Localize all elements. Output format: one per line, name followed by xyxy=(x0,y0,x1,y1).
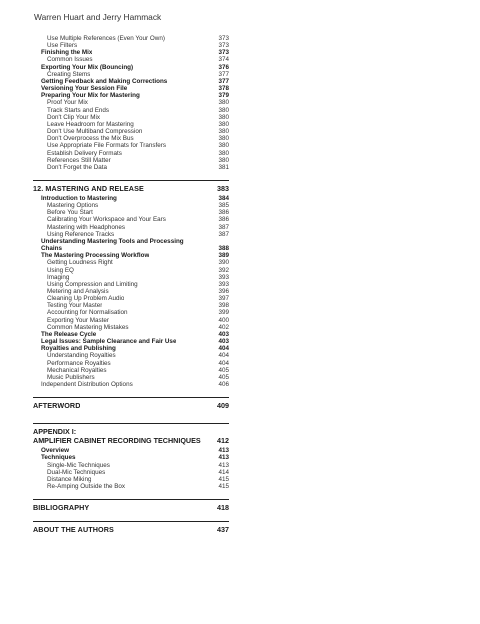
toc-entry[interactable] xyxy=(33,42,229,49)
toc-entry-title: Chains xyxy=(41,245,62,253)
toc-entry-page: 389 xyxy=(218,252,229,260)
toc-entry[interactable] xyxy=(33,202,229,209)
toc-entry-page: 380 xyxy=(218,99,229,107)
toc-entry[interactable] xyxy=(33,381,229,388)
chapter-title: 12. MASTERING AND RELEASE xyxy=(33,183,144,193)
toc-entry[interactable] xyxy=(33,245,229,252)
toc-entry-page: 387 xyxy=(218,223,229,231)
toc-entry-title: Before You Start xyxy=(47,209,93,217)
toc-entry[interactable] xyxy=(33,374,229,381)
toc-entry[interactable] xyxy=(33,267,229,274)
toc-entry[interactable] xyxy=(33,49,229,56)
toc-entry-page: 377 xyxy=(218,70,229,78)
toc-entry-title: Common Mastering Mistakes xyxy=(47,323,129,331)
toc-entry[interactable] xyxy=(33,224,229,231)
toc-entry-page: 378 xyxy=(218,85,229,93)
toc-entry-page: 403 xyxy=(218,338,229,346)
toc-entry-page: 413 xyxy=(218,454,229,462)
toc-entry-title: Techniques xyxy=(41,454,76,462)
toc-entry-page: 380 xyxy=(218,120,229,128)
toc-entry-title: Music Publishers xyxy=(47,373,95,381)
toc-entry-page: 380 xyxy=(218,142,229,150)
toc-entry-title: Don't Forget the Data xyxy=(47,163,108,171)
toc-entry-title: Performance Royalties xyxy=(47,359,111,367)
toc-entry-title: References Still Matter xyxy=(47,156,111,164)
toc-entry-title: Introduction to Mastering xyxy=(41,194,117,202)
toc-entry[interactable] xyxy=(33,216,229,223)
toc-entry-page: 380 xyxy=(218,156,229,164)
toc-entry-page: 374 xyxy=(218,56,229,64)
bibliography-page: 418 xyxy=(217,503,229,513)
toc-entry[interactable] xyxy=(33,302,229,309)
toc-entry[interactable] xyxy=(33,309,229,316)
toc-entry[interactable] xyxy=(33,114,229,121)
toc-entry-title: Re-Amping Outside the Box xyxy=(47,482,126,490)
toc-entry[interactable] xyxy=(33,259,229,266)
toc-entry-page: 415 xyxy=(218,482,229,490)
toc-entry-page: 373 xyxy=(218,35,229,42)
toc-entry-page: 393 xyxy=(218,280,229,288)
toc-entry[interactable] xyxy=(33,92,229,99)
appendix-list xyxy=(33,447,229,490)
toc-entry[interactable] xyxy=(33,274,229,281)
toc-entry-title: Don't Overprocess the Mix Bus xyxy=(47,135,134,143)
toc-entry-page: 390 xyxy=(218,259,229,267)
toc-entry-page: 414 xyxy=(218,468,229,476)
toc-entry-title: Proof Your Mix xyxy=(47,99,88,107)
toc-entry-page: 381 xyxy=(218,163,229,171)
toc-entry-page: 405 xyxy=(218,373,229,381)
toc-entry-title: Understanding Mastering Tools and Processing xyxy=(41,237,184,245)
chapter-12-heading[interactable] xyxy=(33,180,229,193)
toc-entry-page: 387 xyxy=(218,230,229,238)
toc-entry-page: 406 xyxy=(218,381,229,389)
toc-entry-title: Establish Delivery Formats xyxy=(47,149,122,157)
toc-entry[interactable] xyxy=(33,331,229,338)
toc-entry-page: 388 xyxy=(218,245,229,253)
toc-entry-title: Getting Loudness Right xyxy=(47,259,113,267)
toc-entry-title: Accounting for Normalisation xyxy=(47,309,128,317)
toc-entry-title: Versioning Your Session File xyxy=(41,85,128,93)
toc-entry-page: 373 xyxy=(218,49,229,57)
toc-entry[interactable] xyxy=(33,281,229,288)
toc-entry-title: Use Appropriate File Formats for Transfers xyxy=(47,142,166,150)
toc-entry-title: Use Filters xyxy=(47,42,78,50)
toc-entry-page: 404 xyxy=(218,359,229,367)
toc-entry[interactable] xyxy=(33,85,229,92)
afterword-page: 409 xyxy=(217,401,229,411)
toc-entry[interactable] xyxy=(33,447,229,454)
toc-entry-title: Imaging xyxy=(47,273,70,281)
toc-entry[interactable] xyxy=(33,317,229,324)
toc-entry[interactable] xyxy=(33,231,229,238)
toc-entry-page: 403 xyxy=(218,330,229,338)
toc-entry[interactable] xyxy=(33,288,229,295)
toc-entry-page: 386 xyxy=(218,216,229,224)
running-head: Warren Huart and Jerry Hammack xyxy=(34,12,162,22)
toc-entry-title: Legal Issues: Sample Clearance and Fair Use xyxy=(41,338,177,346)
toc-entry[interactable] xyxy=(33,252,229,259)
toc-entry[interactable] xyxy=(33,56,229,63)
appendix-page: 412 xyxy=(217,436,229,446)
toc-entry-page: 402 xyxy=(218,323,229,331)
toc-entry[interactable] xyxy=(33,164,229,171)
toc-top-list xyxy=(33,35,229,171)
toc-entry-page: 415 xyxy=(218,475,229,483)
toc-entry[interactable] xyxy=(33,367,229,374)
toc-entry-title: Calibrating Your Workspace and Your Ears xyxy=(47,216,166,224)
toc-entry-title: Metering and Analysis xyxy=(47,288,109,295)
toc-entry-page: 385 xyxy=(218,202,229,210)
toc-entry-page: 379 xyxy=(218,92,229,100)
toc-entry[interactable] xyxy=(33,121,229,128)
toc-entry[interactable] xyxy=(33,469,229,476)
toc-entry-page: 393 xyxy=(218,273,229,281)
toc-entry-title: Exporting Your Mix (Bouncing) xyxy=(41,63,134,71)
toc-entry[interactable] xyxy=(33,360,229,367)
toc-entry[interactable] xyxy=(33,338,229,345)
toc-entry-title: Independent Distribution Options xyxy=(41,381,133,389)
toc-entry-title: Creating Stems xyxy=(47,70,91,78)
toc-entry[interactable] xyxy=(33,195,229,202)
toc-entry-page: 398 xyxy=(218,302,229,310)
toc-entry-page: 413 xyxy=(218,447,229,455)
toc-entry[interactable] xyxy=(33,35,229,42)
toc-entry-title: Don't Use Multiband Compression xyxy=(47,128,143,136)
toc-entry-page: 404 xyxy=(218,352,229,360)
toc-entry-page: 376 xyxy=(218,63,229,71)
toc-entry-page: 380 xyxy=(218,113,229,121)
appendix-label: APPENDIX I: xyxy=(33,427,77,437)
toc-entry[interactable] xyxy=(33,454,229,461)
toc-entry[interactable] xyxy=(33,295,229,302)
toc-entry-title: The Mastering Processing Workflow xyxy=(41,252,150,260)
toc-entry[interactable] xyxy=(33,462,229,469)
toc-entry[interactable] xyxy=(33,135,229,142)
toc-entry-page: 380 xyxy=(218,149,229,157)
toc-entry-title: Track Starts and Ends xyxy=(47,106,110,114)
toc-entry-title: Using Compression and Limiting xyxy=(47,280,138,288)
toc-entry-page: 413 xyxy=(218,461,229,469)
toc-entry-title: Distance Miking xyxy=(47,475,92,483)
toc-entry[interactable] xyxy=(33,483,229,490)
toc-entry[interactable] xyxy=(33,150,229,157)
toc-entry-page: 380 xyxy=(218,106,229,114)
toc-entry-page: 377 xyxy=(218,77,229,85)
toc-entry[interactable] xyxy=(33,78,229,85)
toc-entry-title: Dual-Mic Techniques xyxy=(47,468,106,476)
chapter-12-list xyxy=(33,195,229,388)
bibliography-title: BIBLIOGRAPHY xyxy=(33,503,90,513)
toc-entry-title: Mastering Options xyxy=(47,202,99,210)
toc-entry-title: Single-Mic Techniques xyxy=(47,461,110,469)
chapter-page: 383 xyxy=(217,183,229,193)
toc-entry[interactable] xyxy=(33,352,229,359)
toc-entry[interactable] xyxy=(33,157,229,164)
toc-entry-title: Using EQ xyxy=(47,266,74,274)
toc-entry[interactable] xyxy=(33,128,229,135)
toc-entry-title: Exporting Your Master xyxy=(47,316,109,324)
toc-entry-title: Getting Feedback and Making Corrections xyxy=(41,77,168,85)
toc-entry-title: Cleaning Up Problem Audio xyxy=(47,295,125,303)
toc-entry-page: 397 xyxy=(218,295,229,303)
toc-entry[interactable] xyxy=(33,209,229,216)
toc-entry-page: 380 xyxy=(218,135,229,143)
toc-entry-title: Don't Clip Your Mix xyxy=(47,113,101,121)
toc-entry[interactable] xyxy=(33,99,229,106)
toc-entry-page: 399 xyxy=(218,309,229,317)
toc-entry-title: Preparing Your Mix for Mastering xyxy=(41,92,140,100)
toc-entry[interactable] xyxy=(33,71,229,78)
toc-entry-page: 384 xyxy=(218,194,229,202)
toc-entry-page: 400 xyxy=(218,316,229,324)
toc-entry-title: Finishing the Mix xyxy=(41,49,93,57)
table-of-contents xyxy=(33,35,229,536)
about-authors-title: ABOUT THE AUTHORS xyxy=(33,525,114,535)
toc-entry-title: Leave Headroom for Mastering xyxy=(47,120,134,128)
toc-entry-title: Mechanical Royalties xyxy=(47,366,107,374)
toc-entry[interactable] xyxy=(33,476,229,483)
toc-entry-title: Use Multiple References (Even Your Own) xyxy=(47,35,165,42)
afterword-heading[interactable] xyxy=(33,397,229,410)
toc-entry-page: 380 xyxy=(218,128,229,136)
toc-entry-page: 396 xyxy=(218,288,229,295)
toc-entry[interactable] xyxy=(33,238,229,245)
toc-entry-title: Mastering with Headphones xyxy=(47,223,126,231)
toc-entry[interactable] xyxy=(33,345,229,352)
toc-entry-page: 386 xyxy=(218,209,229,217)
toc-entry[interactable] xyxy=(33,142,229,149)
appendix-heading[interactable] xyxy=(33,423,229,445)
appendix-title: AMPLIFIER CABINET RECORDING TECHNIQUES xyxy=(33,436,201,446)
about-authors-heading[interactable] xyxy=(33,521,229,534)
toc-entry[interactable] xyxy=(33,107,229,114)
toc-entry-page: 405 xyxy=(218,366,229,374)
toc-entry-title: Understanding Royalties xyxy=(47,352,116,360)
toc-entry-title: Common Issues xyxy=(47,56,93,64)
toc-entry-title: The Release Cycle xyxy=(41,330,97,338)
toc-entry-page: 373 xyxy=(218,42,229,50)
toc-entry-title: Overview xyxy=(41,447,70,455)
about-authors-page: 437 xyxy=(217,525,229,535)
toc-entry[interactable] xyxy=(33,64,229,71)
toc-entry-title: Royalties and Publishing xyxy=(41,345,116,353)
toc-entry-title: Using Reference Tracks xyxy=(47,230,115,238)
afterword-title: AFTERWORD xyxy=(33,401,81,411)
toc-entry-page: 392 xyxy=(218,266,229,274)
toc-entry-title: Testing Your Master xyxy=(47,302,103,310)
toc-entry[interactable] xyxy=(33,324,229,331)
toc-entry-page: 404 xyxy=(218,345,229,353)
bibliography-heading[interactable] xyxy=(33,499,229,512)
